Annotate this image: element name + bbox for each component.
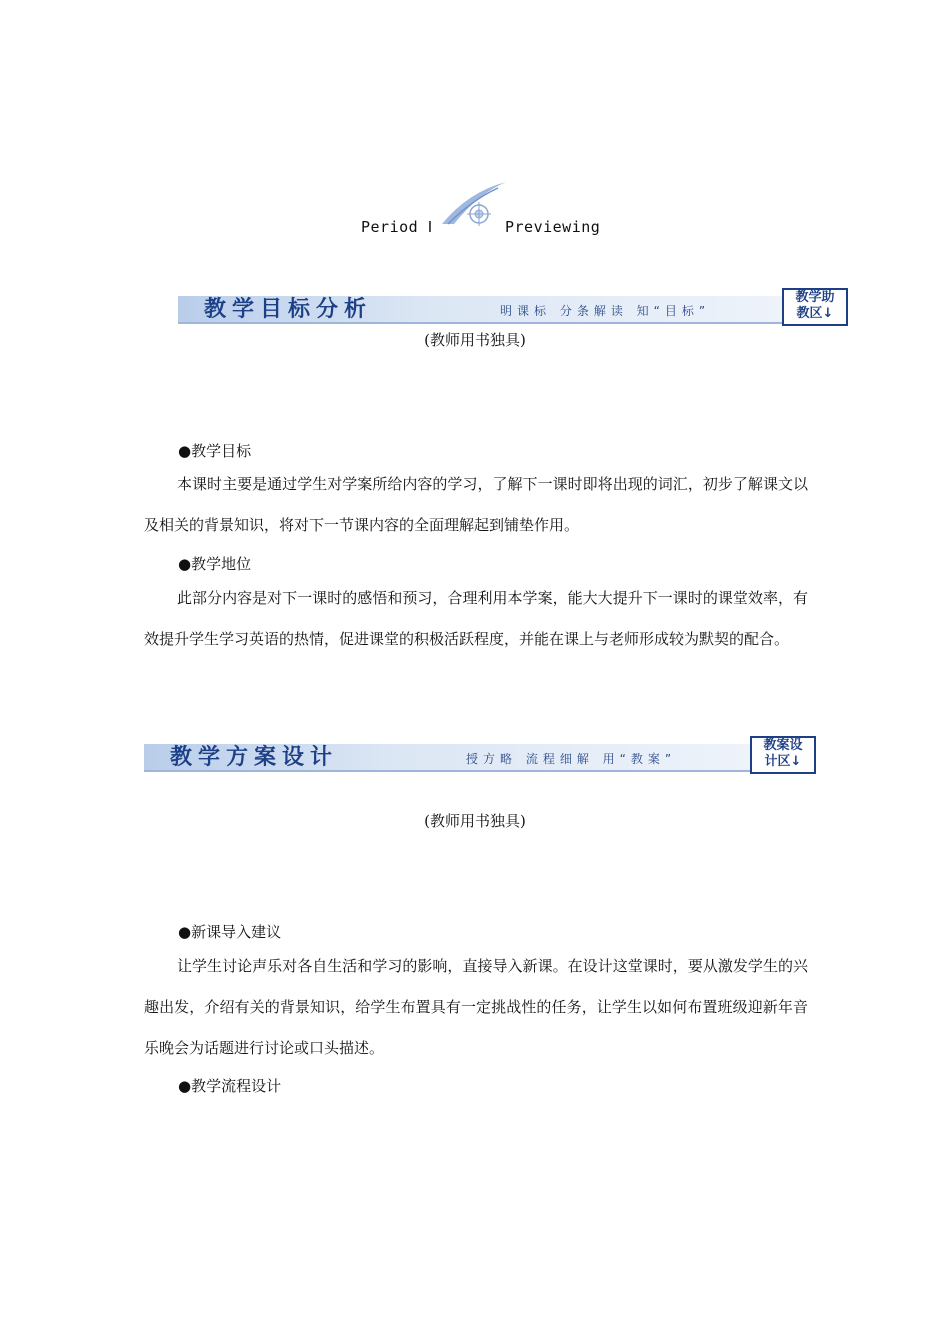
badge-line-1: 教学助 (795, 290, 835, 305)
section-banner-plan (144, 736, 816, 774)
teacher-note: (教师用书独具) (424, 331, 526, 349)
paragraph: 此部分内容是对下一课时的感悟和预习，合理利用本学案，能大大提升下一课时的课堂效率，有效提升学生学习英语的热情，促进课堂的积极活跃程度，并能在课上与老师形成较为默契的配合。 (144, 589, 808, 648)
period-title: Previewing (505, 218, 601, 236)
banner-title: 教学目标分析 (204, 296, 373, 322)
banner-badge (782, 288, 848, 326)
section-heading: ●教学流程设计 (178, 1077, 282, 1095)
section-heading: ●新课导入建议 (178, 923, 282, 941)
paragraph: 本课时主要是通过学生对学案所给内容的学习，了解下一课时即将出现的词汇，初步了解课文以及相关的背景知识，将对下一节课内容的全面理解起到铺垫作用。 (144, 475, 808, 534)
banner-badge (750, 736, 816, 774)
period-label: Period Ⅰ (361, 218, 433, 236)
badge-line-1: 教案设 (763, 738, 803, 753)
banner-subtitle: 明课标 分条解读 知“目标” (500, 304, 711, 318)
section-heading: ●教学目标 (178, 442, 252, 460)
banner-title: 教学方案设计 (170, 744, 339, 770)
section-banner-objectives (178, 288, 848, 326)
compass-logo-icon (438, 180, 508, 230)
period-header (0, 180, 950, 240)
banner-subtitle: 授方略 流程细解 用“教案” (466, 752, 677, 766)
section-heading: ●教学地位 (178, 555, 252, 573)
teacher-note: (教师用书独具) (424, 812, 526, 830)
badge-line-2: 计区↓ (764, 754, 802, 769)
badge-line-2: 教区↓ (796, 306, 834, 321)
paragraph: 让学生讨论声乐对各自生活和学习的影响，直接导入新课。在设计这堂课时，要从激发学生的兴趣出发，介绍有关的背景知识，给学生布置具有一定挑战性的任务，让学生以如何布置班级迎新年音乐晚会为话题进行讨论或口头描述。 (144, 957, 808, 1057)
